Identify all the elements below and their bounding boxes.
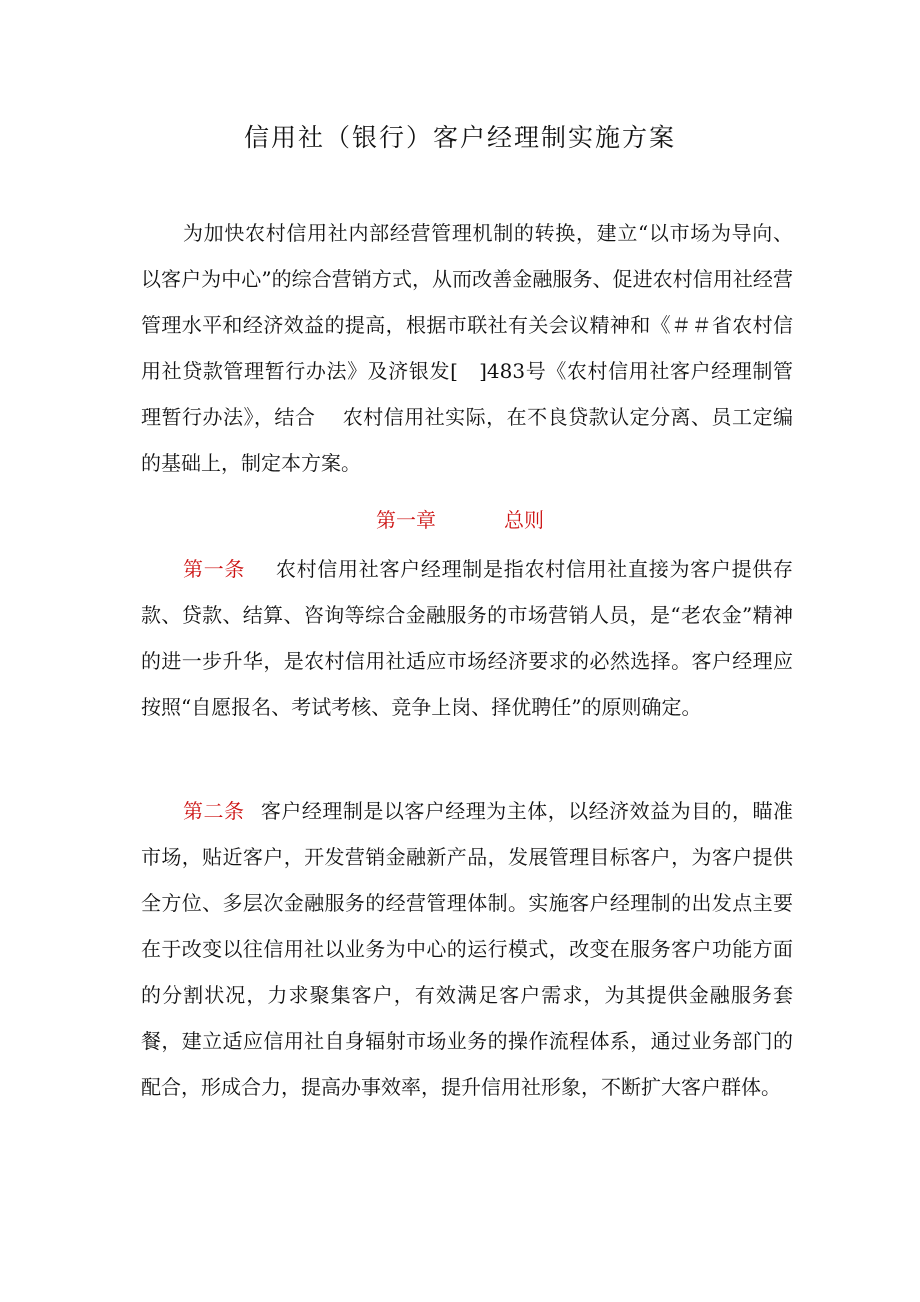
article-2-text: 客户经理制是以客户经理为主体，以经济效益为目的，瞄准市场，贴近客户，开发营销金融新产品，发展管理目标客户，为客户提供全方位、多层次金融服务的经营管理体制。实施客户经理制的出发点主要在于改变以往信用社以业务为中心的运行模式，改变在服务客户功能方面的分割状况，力求聚集客户，有效满足客户需求，为其提供金融服务套餐，建立适应信用社自身辐射市场业务的操作流程体系，通过业务部门的配合，形成合力，提高办事效率，提升信用社形象，不断扩大客户群体。 — [141, 799, 794, 1099]
chapter-number: 第一章 — [376, 508, 436, 532]
intro-paragraph: 为加快农村信用社内部经营管理机制的转换，建立“以市场为导向、以客户为中心”的综合营销方式，从而改善金融服务、促进农村信用社经营管理水平和经济效益的提高，根据市联社有关会议精神和《＃＃省农村信用社贷款管理暂行办法》及济银发[ ]483号《农村信用社客户经理制管理暂行办法》，结合 农村信用社实际，在不良贷款认定分离、员工定编的基础上，制定本方案。 — [141, 221, 793, 475]
article-1 — [141, 546, 793, 730]
chapter-name: 总则 — [504, 508, 544, 532]
article-1-text: 农村信用社客户经理制是指农村信用社直接为客户提供存款、贷款、结算、咨询等综合金融服务的市场营销人员，是“老农金”精神的进一步升华，是农村信用社适应市场经济要求的必然选择。客户经理应按照“自愿报名、考试考核、竞争上岗、择优聘任”的原则确定。 — [141, 557, 794, 719]
chapter-heading — [0, 500, 920, 540]
article-1-label: 第一条 — [183, 557, 246, 581]
document-title: 信用社（银行）客户经理制实施方案 — [243, 123, 676, 152]
article-2 — [141, 788, 793, 1110]
article-2-label: 第二条 — [183, 799, 245, 823]
